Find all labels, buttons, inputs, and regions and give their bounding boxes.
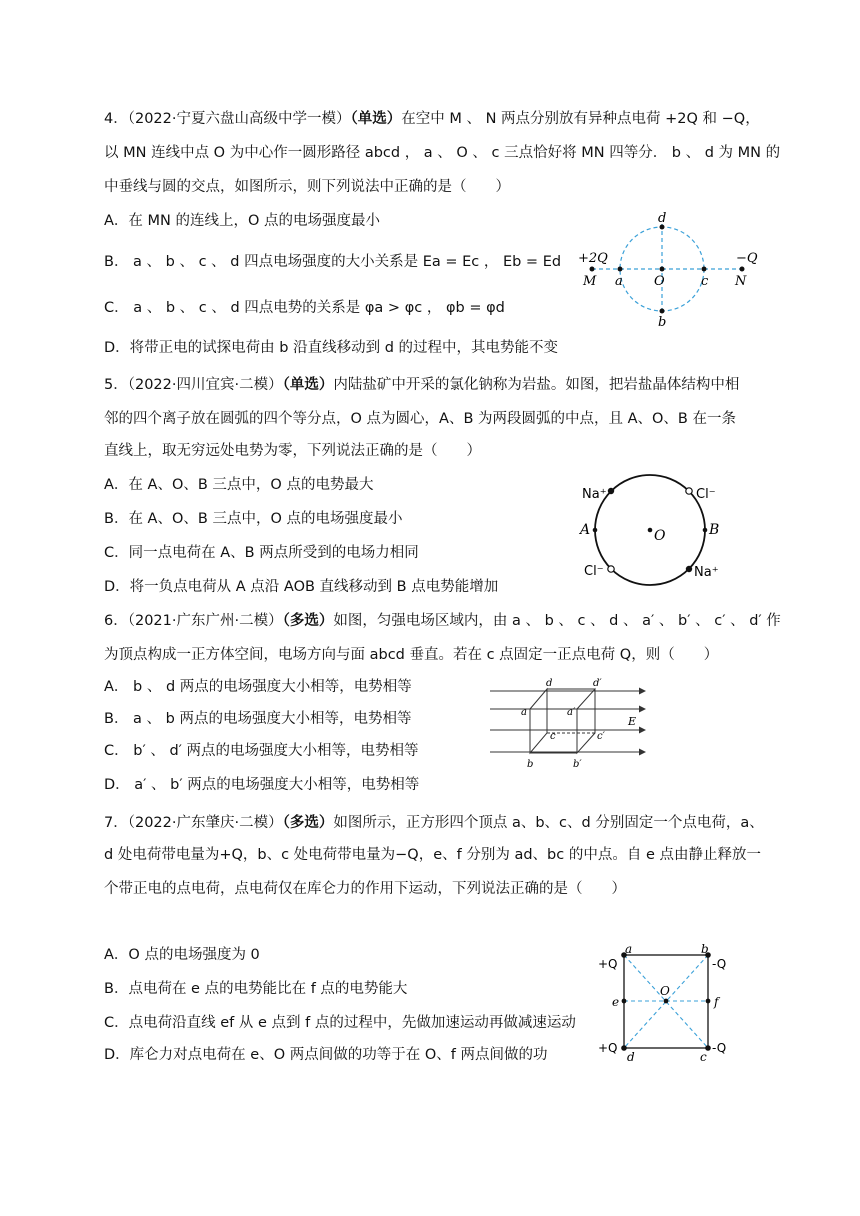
q6-option-d: D． a′ 、 b′ 两点的电场强度大小相等，电势相等: [104, 777, 420, 793]
q4-label-n: N: [735, 274, 747, 289]
q7-label-o: O: [660, 984, 670, 998]
q4-option-d: D．将带正电的试探电荷由 b 沿直线移动到 d 的过程中，其电势能不变: [104, 340, 559, 356]
q7-line1: [104, 812, 764, 834]
q7-charge-c: -Q: [712, 1041, 727, 1055]
q4-type: （单选）: [350, 111, 402, 127]
q6-label-d: d: [546, 678, 553, 689]
q5-label-o: O: [654, 528, 666, 544]
q7-type: （多选）: [282, 815, 334, 831]
q6-label-cp: c′: [597, 731, 605, 742]
q4-label-pos: +2Q: [578, 251, 608, 266]
q5-label-b: B: [709, 522, 720, 538]
q6-stem-1: 如图，匀强电场区域内，由 a 、 b 、 c 、 d 、 a′ 、 b′ 、 c′ 、 d′ 作: [333, 613, 781, 629]
q7-label-e: e: [612, 995, 620, 1009]
q4-option-b: B． a 、 b 、 c 、 d 四点电场强度的大小关系是 Ea = Ec ， Eb = Ed: [104, 254, 562, 270]
q6-label-b: b: [527, 759, 534, 770]
q5-option-c: C．同一点电荷在 A、B 两点所受到的电场力相同: [104, 545, 419, 561]
q7-charge-b: -Q: [712, 957, 727, 971]
q6-label-c: c: [550, 731, 556, 742]
q7-label-a: a: [625, 942, 633, 956]
q7-stem-1: 如图所示，正方形四个顶点 a、b、c、d 分别固定一个点电荷，a、: [333, 815, 764, 831]
q7-label-d: d: [627, 1050, 635, 1064]
q4-label-a: a: [615, 274, 623, 289]
q6-figure: [485, 675, 660, 775]
q4-stem-3: 中垂线与圆的交点，如图所示，则下列说法中正确的是（ ）: [104, 179, 510, 195]
q5-line1: [104, 374, 739, 396]
q5-label-na2: Na⁺: [694, 565, 719, 580]
q6-line1: [104, 610, 781, 632]
q5-source: （2022·四川宜宾·二模）: [127, 377, 283, 393]
q7-charge-a: +Q: [598, 957, 618, 971]
q5-stem-3: 直线上，取无穷远处电势为零，下列说法正确的是（ ）: [104, 443, 481, 459]
q5-option-d: D．将一负点电荷从 A 点沿 AOB 直线移动到 B 点电势能增加: [104, 579, 499, 595]
q6-label-a: a: [521, 707, 527, 718]
q6-number: 6．: [104, 613, 128, 629]
q6-source: （2021·广东广州·二模）: [127, 613, 283, 629]
q7-label-f: f: [714, 995, 719, 1009]
q7-option-b: B．点电荷在 e 点的电势能比在 f 点的电势能大: [104, 981, 408, 997]
q6-stem-2: 为顶点构成一正方体空间，电场方向与面 abcd 垂直。若在 c 点固定一正点电荷 Q，则（ ）: [104, 647, 719, 663]
q4-number: 4．: [104, 111, 128, 127]
q6-option-c: C． b′ 、 d′ 两点的电场强度大小相等，电势相等: [104, 743, 419, 759]
q4-label-c: c: [701, 274, 709, 289]
q5-option-b: B．在 A、O、B 三点中，O 点的电场强度最小: [104, 511, 403, 527]
q5-number: 5．: [104, 377, 128, 393]
q6-option-b: B． a 、 b 两点的电场强度大小相等，电势相等: [104, 711, 412, 727]
q7-label-b: b: [701, 942, 709, 956]
q6-label-ap: a′: [567, 707, 576, 718]
q4-label-m: M: [583, 274, 597, 289]
q4-line1: [104, 108, 760, 130]
q7-charge-d: +Q: [598, 1041, 618, 1055]
q7-option-d: D．库仑力对点电荷在 e、O 两点间做的功等于在 O、f 两点间做的功: [104, 1047, 548, 1063]
q6-label-dp: d′: [593, 678, 602, 689]
q4-option-a: A．在 MN 的连线上，O 点的电场强度最小: [104, 213, 381, 229]
q5-label-a: A: [580, 522, 591, 538]
q7-stem-3: 个带正电的点电荷，点电荷仅在库仑力的作用下运动，下列说法正确的是（ ）: [104, 881, 626, 897]
q5-label-cl2: Cl⁻: [584, 564, 604, 579]
q4-stem-1: 在空中 M 、 N 两点分别放有异种点电荷 +2Q 和 −Q，: [401, 111, 760, 127]
q7-number: 7．: [104, 815, 128, 831]
q5-stem-2: 邻的四个离子放在圆弧的四个等分点，O 点为圆心，A、B 为两段圆弧的中点，且 A、O、B 在一条: [104, 411, 736, 427]
q4-figure: [570, 210, 770, 330]
q7-figure: [598, 940, 748, 1065]
q5-label-na1: Na⁺: [582, 487, 607, 502]
q4-label-d: d: [658, 211, 667, 226]
q6-type: （多选）: [282, 613, 334, 629]
q4-label-b: b: [658, 315, 667, 330]
q4-label-o: O: [654, 274, 665, 289]
q5-type: （单选）: [282, 377, 334, 393]
q7-option-a: A．O 点的电场强度为 0: [104, 947, 260, 963]
q7-label-c: c: [700, 1050, 707, 1064]
q7-source: （2022·广东肇庆·二模）: [127, 815, 283, 831]
q5-figure: [570, 470, 750, 590]
q5-label-cl1: Cl⁻: [696, 487, 716, 502]
q5-stem-1: 内陆盐矿中开采的氯化钠称为岩盐。如图，把岩盐晶体结构中相: [333, 377, 740, 393]
q7-stem-2: d 处电荷带电量为+Q，b、c 处电荷带电量为−Q，e、f 分别为 ad、bc 的中点。自 e 点由静止释放一: [104, 847, 761, 863]
q4-stem-2: 以 MN 连线中点 O 为中心作一圆形路径 abcd ， a 、 O 、 c 三点恰好将 MN 四等分． b 、 d 为 MN 的: [104, 145, 781, 161]
q5-option-a: A．在 A、O、B 三点中，O 点的电势最大: [104, 477, 374, 493]
q4-label-neg: −Q: [736, 251, 758, 266]
q6-option-a: A． b 、 d 两点的电场强度大小相等，电势相等: [104, 679, 412, 695]
q7-option-c: C．点电荷沿直线 ef 从 e 点到 f 点的过程中，先做加速运动再做减速运动: [104, 1015, 576, 1031]
q6-label-e: E: [628, 715, 637, 728]
q4-option-c: C． a 、 b 、 c 、 d 四点电势的关系是 φa > φc ， φb = φd: [104, 300, 505, 316]
q4-source: （2022·宁夏六盘山高级中学一模）: [127, 111, 351, 127]
q6-label-bp: b′: [573, 759, 582, 770]
